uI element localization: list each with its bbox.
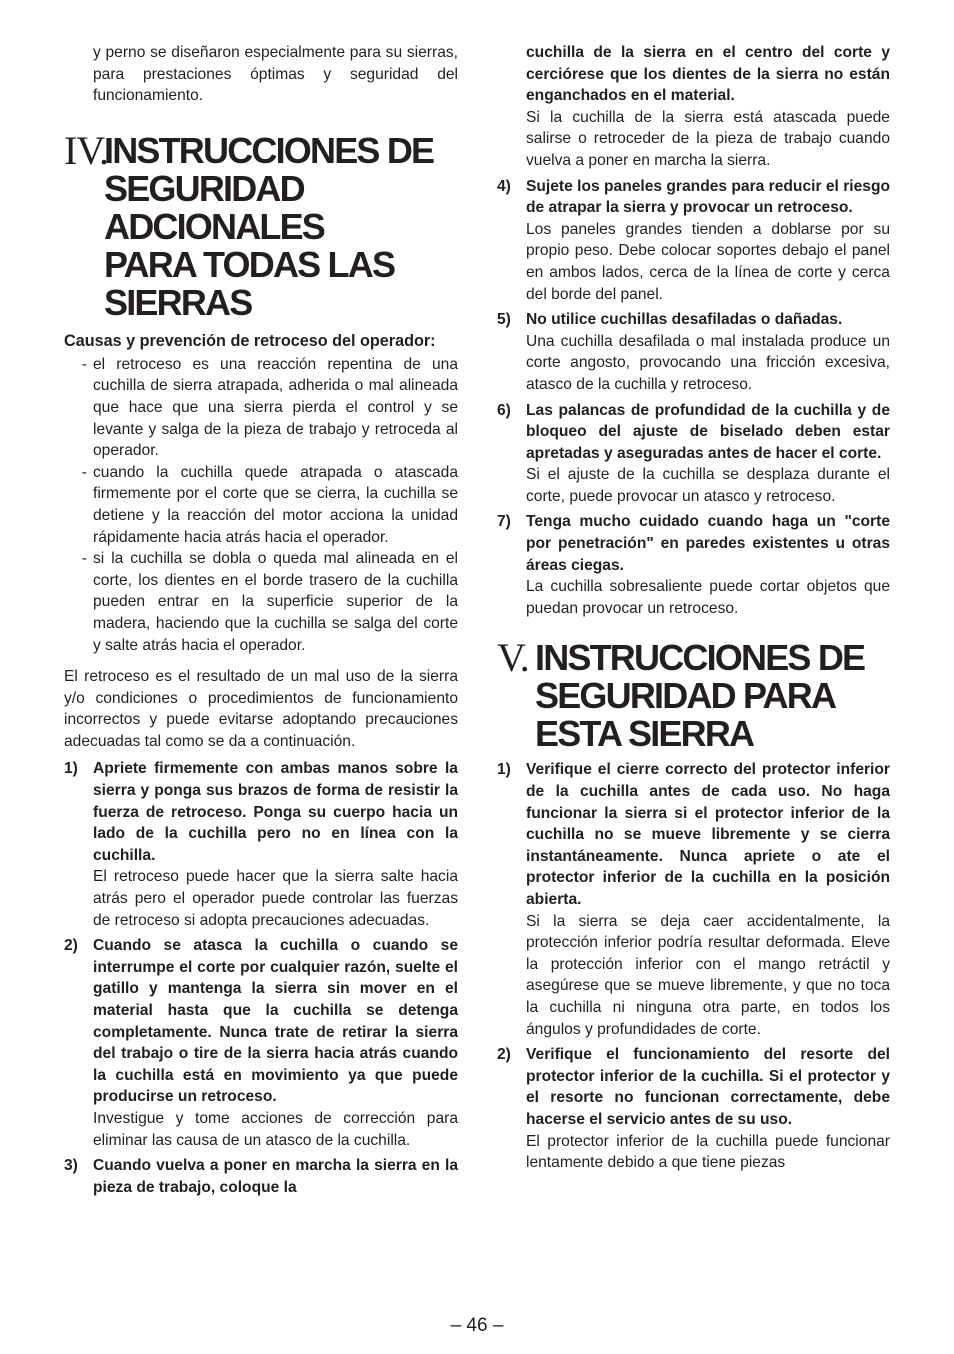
section-5-title-line: SEGURIDAD PARA <box>535 675 836 717</box>
numbered-item <box>64 1155 458 1198</box>
kickback-subheading: Causas y prevención de retroceso del operador: <box>64 331 436 350</box>
continued-bold-text: cuchilla de la sierra en el centro del corte y cerciórese que los dientes de la sierra no están enganchados en el material. <box>526 44 890 105</box>
numbered-item <box>64 935 458 1151</box>
item-number: 6) <box>497 401 511 419</box>
item-bold-text: No utilice cuchillas desafiladas o dañadas. <box>526 311 843 329</box>
section-5-heading <box>497 635 890 755</box>
list-item <box>64 462 458 548</box>
numbered-item <box>497 400 890 508</box>
item-text: Si el ajuste de la cuchilla se desplaza durante el corte, puede provocar un atasco y retroceso. <box>526 466 890 505</box>
item-number: 5) <box>497 311 511 329</box>
section-4-title-line: SEGURIDAD ADCIONALES <box>104 167 325 247</box>
list-item-text: cuando la cuchilla quede atrapada o atascada firmemente por el corte que se cierra, la cuchilla se detiene y la reacción del motor acciona la unidad rápidamente hacia atrás hacia el operador. <box>93 463 458 546</box>
page-number: – 46 – <box>450 1315 504 1336</box>
dash-marker: - <box>81 463 87 481</box>
section-4-title-line: INSTRUCCIONES DE <box>104 129 434 171</box>
list-item-text: si la cuchilla se dobla o queda mal alineada en el corte, los dientes en el borde trasero de la cuchilla pueden entrar en la superficie superior de la madera, haciendo que la cuchilla se salga del corte y salte atrás hacia el operador. <box>93 550 458 654</box>
dash-marker: - <box>81 355 87 373</box>
section-4-title <box>104 129 458 323</box>
item-number: 2) <box>497 1046 511 1064</box>
item-bold-text: Cuando se atasca la cuchilla o cuando se interrumpe el corte por cualquier razón, suelte el gatillo y mantenga la sierra sin mover en el material hasta que la cuchilla se detenga completamente. Nunca trate de retirar la sierra del trabajo o tire de la sierra hacia atrás cuando la cuchilla está en movimiento ya que puede producirse un retroceso. <box>93 937 458 1106</box>
item-text: La cuchilla sobresaliente puede cortar objetos que puedan provocar un retroceso. <box>526 578 890 617</box>
item-text: El retroceso puede hacer que la sierra salte hacia atrás pero el operador puede controlar las fuerzas de retroceso si adopta precauciones adecuadas. <box>93 868 458 929</box>
section-5-title-line: INSTRUCCIONES DE <box>535 637 865 679</box>
intro-paragraph: y perno se diseñaron especialmente para su sierras, para prestaciones óptimas y seguridad del funcionamiento. <box>93 44 458 105</box>
item-bold-text: Las palancas de profundidad de la cuchilla y de bloqueo del ajuste de biselado deben estar apretadas y aseguradas antes de hacer el corte. <box>526 401 890 462</box>
list-item <box>64 354 458 462</box>
right-column <box>497 42 890 1174</box>
dash-marker: - <box>81 550 87 568</box>
item-number: 2) <box>64 937 78 955</box>
left-column <box>64 42 458 1198</box>
item-text: Si la sierra se deja caer accidentalmente, la protección inferior podría resultar deformada. Eleve la protección inferior con el mango retráctil y asegúrese que se mueve libremente, y que no toca la cuchilla ni ninguna otra parte, en todos los ángulos y profundidades de corte. <box>526 912 890 1038</box>
item-text: Investigue y tome acciones de corrección para eliminar las causa de un atasco de la cuchilla. <box>93 1109 458 1149</box>
item-number: 3) <box>64 1157 78 1175</box>
kickback-paragraph: El retroceso es el resultado de un mal uso de la sierra y/o condiciones o procedimientos de funcionamiento incorrectos y puede evitarse adoptando precauciones adecuadas tal como se da a continuación. <box>64 668 458 750</box>
item-number: 1) <box>64 760 78 778</box>
item-bold-text: Verifique el cierre correcto del protector inferior de la cuchilla antes de cada uso. No haga funcionar la sierra si el protector inferior de la cuchilla no se mueve libremente y se cierra instantáneamente. Nunca apriete o ate el protector inferior de la cuchilla en la posición abierta. <box>526 761 890 908</box>
numbered-item <box>497 309 890 395</box>
section-5-numeral: V. <box>497 635 529 681</box>
section-5-title <box>535 639 864 753</box>
item-bold-text: Sujete los paneles grandes para reducir el riesgo de atrapar la sierra y provocar un retroceso. <box>526 177 890 217</box>
numbered-item <box>497 1044 890 1174</box>
section-4-title-line: PARA TODAS LAS SIERRAS <box>104 243 395 323</box>
section-5-title-line: ESTA SIERRA <box>535 713 754 755</box>
item-text: Los paneles grandes tienden a doblarse por su propio peso. Debe colocar soportes debajo el panel en ambos lados, cerca de la línea de corte y cerca del borde del panel. <box>526 220 890 303</box>
item-number: 1) <box>497 761 511 779</box>
continued-text: Si la cuchilla de la sierra está atascada puede salirse o retroceder de la pieza de trabajo cuando vuelva a poner en marcha la sierra. <box>526 108 890 169</box>
section-4-heading <box>64 127 458 323</box>
item-bold-text: Verifique el funcionamiento del resorte del protector inferior de la cuchilla. Si el protector y el resorte no funcionan correctamente, debe hacerse el servicio antes de su uso. <box>526 1046 890 1128</box>
list-item-text: el retroceso es una reacción repentina de una cuchilla de sierra atrapada, adherida o mal alineada que hace que una sierra pierda el control y se levante y salga de la pieza de trabajo y retroceda al operador. <box>93 355 458 460</box>
numbered-item <box>497 511 890 619</box>
item-number: 4) <box>497 177 511 195</box>
numbered-item <box>497 176 890 306</box>
item-number: 7) <box>497 513 511 531</box>
list-item <box>64 548 458 656</box>
section-4-numeral: IV. <box>64 127 109 173</box>
item-bold-text: Apriete firmemente con ambas manos sobre la sierra y ponga sus brazos de forma de resistir la fuerza de retroceso. Ponga su cuerpo hacia un lado de la cuchilla pero no en línea con la cuchilla. <box>93 760 458 864</box>
numbered-item <box>64 758 458 931</box>
item-text: Una cuchilla desafilada o mal instalada produce un corte angosto, provocando una fricción excesiva, atasco de la cuchilla y retroceso. <box>526 332 890 393</box>
numbered-item <box>497 759 890 1040</box>
item-text: El protector inferior de la cuchilla puede funcionar lentamente debido a que tiene piezas <box>526 1132 890 1172</box>
item-bold-text: Cuando vuelva a poner en marcha la sierra en la pieza de trabajo, coloque la <box>93 1157 458 1196</box>
kickback-causes-list <box>64 354 458 656</box>
item-bold-text: Tenga mucho cuidado cuando haga un "corte por penetración" en paredes existentes u otras áreas ciegas. <box>526 513 890 574</box>
